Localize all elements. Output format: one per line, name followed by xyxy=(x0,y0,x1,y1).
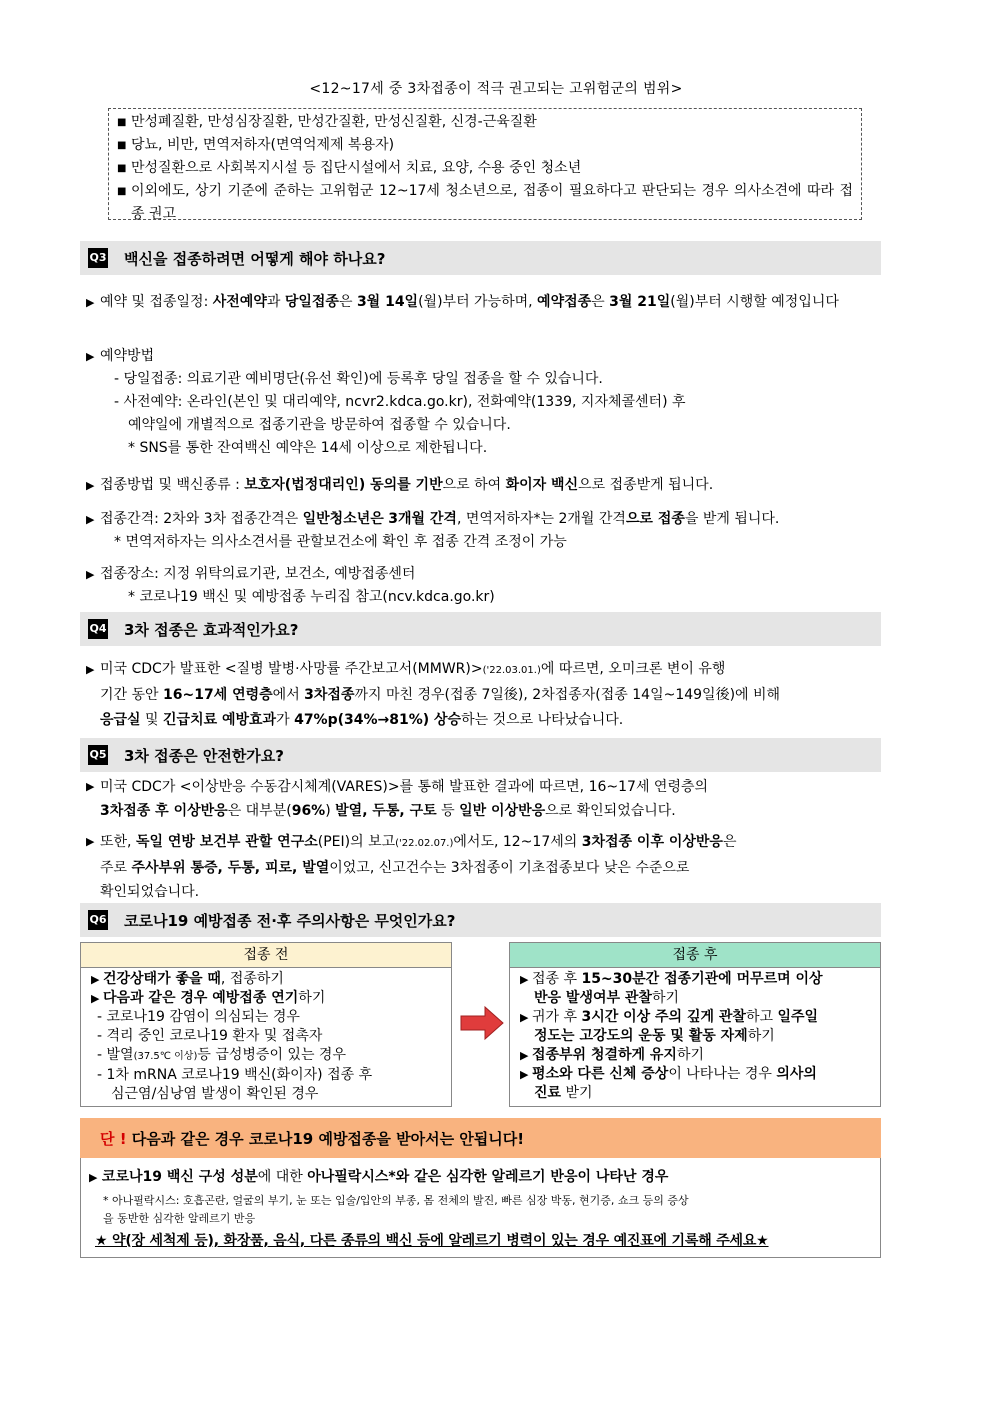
triangle-bullet-icon: ▶ xyxy=(89,1171,98,1184)
risk-item: ■ 당뇨, 비만, 면역저하자(면역억제제 복용자) xyxy=(117,134,853,157)
text: 심근염/심낭염 발생이 확인된 경우 xyxy=(111,1086,319,1102)
text: 또한, xyxy=(100,834,136,850)
right-arrow-icon xyxy=(459,1005,505,1041)
text: 아나필락시스*와 같은 심각한 알레르기 반응이 나타난 경우 xyxy=(307,1169,669,1185)
text: 을 받게 됩니다. xyxy=(684,511,780,527)
text: 으로 접종 xyxy=(625,511,685,527)
text: 당일접종 xyxy=(284,294,339,310)
text: 독일 연방 보건부 관할 연구소 xyxy=(135,834,318,850)
text: 일반청소년은 xyxy=(302,511,384,527)
interval-note: * 면역저하자는 의사소견서를 관할보건소에 확인 후 접종 간격 조정이 가능 xyxy=(114,534,567,550)
text: 3월 14일 xyxy=(356,294,419,310)
text: 등 급성병증이 있는 경우 xyxy=(197,1047,346,1063)
text: 정도는 고강도의 운동 및 활동 자제 xyxy=(534,1028,748,1044)
text: 미국 CDC가 발표한 <질병 발병·사망률 주간보고서(MMWR)> xyxy=(100,661,483,677)
text: (월)부터 가능하며, xyxy=(418,294,538,310)
q6-title: 코로나19 예방접종 전·후 주의사항은 무엇인가요? xyxy=(124,912,456,930)
triangle-bullet-icon: ▶ xyxy=(86,350,95,363)
q6-header xyxy=(80,903,881,937)
text: 평소와 다른 신체 증상 xyxy=(531,1066,669,1082)
text: 건강상태가 좋을 때 xyxy=(102,971,221,987)
text: 에 따르면, 오미크론 변이 유행 xyxy=(540,661,726,677)
text: 사전예약 xyxy=(212,294,267,310)
text: 화이자 백신 xyxy=(505,477,579,493)
text: 47%p(34%→81%) 상승 xyxy=(294,712,462,728)
method-line: 예약일에 개별적으로 접종기관을 방문하여 접종할 수 있습니다. xyxy=(128,417,511,433)
method-note: * SNS를 통한 잔여백신 예약은 14세 이상으로 제한됩니다. xyxy=(128,440,488,456)
text: 하고 xyxy=(745,1009,778,1025)
text: 이 나타나는 경우 xyxy=(668,1066,777,1082)
before-vaccination-box xyxy=(80,942,452,1107)
method-line: - 당일접종: 의료기관 예비명단(유선 확인)에 등록후 당일 접종을 할 수 있습니다. xyxy=(114,371,603,387)
text: 이었고, 신고건수는 3차접종이 기초접종보다 낮은 수준으로 xyxy=(329,860,690,876)
q6-number: Q6 xyxy=(88,910,108,930)
text: 예약접종 xyxy=(537,294,592,310)
text: , 접종하기 xyxy=(220,971,284,987)
text: 긴급치료 예방효과 xyxy=(163,712,277,728)
q3-interval xyxy=(86,508,876,554)
triangle-bullet-icon: ▶ xyxy=(86,513,95,526)
q4-body xyxy=(86,657,876,733)
text: 접종부위 청결하게 유지 xyxy=(531,1047,677,1063)
risk-group-box xyxy=(108,108,862,220)
q4-number: Q4 xyxy=(88,619,108,639)
triangle-bullet-icon: ▶ xyxy=(91,992,103,1005)
triangle-bullet-icon: ▶ xyxy=(86,296,95,309)
text: 까지 마친 경우(접종 7일後), 2차접종자(접종 14일~149일後)에 비해 xyxy=(354,687,781,703)
text: 접종방법 및 백신종류 : xyxy=(100,477,245,493)
text: 하기 xyxy=(676,1047,705,1063)
method-line: - 사전예약: 온라인(본인 및 대리예약, ncvr2.kdca.go.kr), 전화예약(1339, 지자체콜센터) 후 xyxy=(114,394,686,410)
text: 다음과 같은 경우 xyxy=(102,990,213,1006)
text: 및 xyxy=(140,712,164,728)
q3-schedule xyxy=(86,291,876,314)
q5-title: 3차 접종은 안전한가요? xyxy=(124,747,284,765)
triangle-bullet-icon: ▶ xyxy=(520,1068,532,1081)
anaphylaxis-note: * 아나필락시스: 호흡곤란, 얼굴의 부기, 눈 또는 입술/입안의 부종, 몸 전체의 발진, 빠른 심장 박동, 현기증, 쇼크 등의 증상 xyxy=(103,1194,689,1207)
text: 접종장소: 지정 위탁의료기관, 보건소, 예방접종센터 xyxy=(100,566,416,582)
text: 응급실 xyxy=(100,712,141,728)
place-note: * 코로나19 백신 및 예방접종 누리집 참고(ncv.kdca.go.kr) xyxy=(128,589,495,605)
text: 하는 것으로 나타났습니다. xyxy=(461,712,624,728)
text: 가 xyxy=(276,712,295,728)
text: 과 xyxy=(266,294,285,310)
text: 일반 이상반응 xyxy=(459,803,546,819)
text: 에서도, 12~17세의 xyxy=(453,834,582,850)
triangle-bullet-icon: ▶ xyxy=(86,835,95,848)
warning-box xyxy=(80,1158,881,1258)
q5-body-2 xyxy=(86,830,876,904)
q3-title: 백신을 접종하려면 어떻게 해야 하나요? xyxy=(124,250,386,268)
text: 주사부위 통증, 두통, 피로, 발열 xyxy=(131,860,330,876)
text: , 면역저하자*는 2개월 간격 xyxy=(456,511,626,527)
allergy-footer: ★ 약(장 세척제 등), 화장품, 음식, 다른 종류의 백신 등에 알레르기 병력이 있는 경우 예진표에 기록해 주세요★ xyxy=(95,1233,769,1249)
text: - 격리 중인 코로나19 환자 및 접촉자 xyxy=(97,1028,323,1044)
triangle-bullet-icon: ▶ xyxy=(520,1049,532,1062)
text: - 1차 mRNA 코로나19 백신(화이자) 접종 후 xyxy=(97,1067,373,1083)
text: - 코로나19 감염이 의심되는 경우 xyxy=(97,1009,300,1025)
text: 3차접종 xyxy=(304,687,355,703)
text: 받기 xyxy=(561,1085,593,1101)
text: 으로 확인되었습니다. xyxy=(545,803,676,819)
text: 은 xyxy=(722,834,737,850)
text: 접종간격: 2차와 3차 접종간격은 xyxy=(100,511,303,527)
text: (PEI)의 보고 xyxy=(317,834,396,850)
warning-title: 다음과 같은 경우 코로나19 예방접종을 받아서는 안됩니다! xyxy=(126,1130,525,1148)
text: 으로 하여 xyxy=(442,477,506,493)
text: 의사의 xyxy=(776,1066,817,1082)
text: 3차접종 이후 이상반응 xyxy=(581,834,723,850)
text: 3월 21일 xyxy=(609,294,671,310)
text: 15~30분간 접종기관에 머무르며 이상 xyxy=(581,971,823,987)
text: 하기 xyxy=(651,990,680,1006)
q4-title: 3차 접종은 효과적인가요? xyxy=(124,621,299,639)
text: ('22.03.01.) xyxy=(482,665,541,676)
triangle-bullet-icon: ▶ xyxy=(91,973,103,986)
text: 16~17세 연령층 xyxy=(163,687,273,703)
triangle-bullet-icon: ▶ xyxy=(86,780,95,793)
warning-header xyxy=(80,1118,881,1158)
q3-method xyxy=(86,345,876,460)
text: 귀가 후 xyxy=(531,1009,582,1025)
risk-item: ■ 만성폐질환, 만성심장질환, 만성간질환, 만성신질환, 신경-근육질환 xyxy=(117,111,853,134)
text: ) xyxy=(325,803,336,819)
warning-mark: 단 ! xyxy=(100,1130,127,1148)
text: 으로 접종받게 됩니다. xyxy=(578,477,714,493)
text: 은 대부분( xyxy=(227,803,292,819)
q3-header xyxy=(80,241,881,275)
after-header: 접종 후 xyxy=(510,943,880,968)
text: 예방접종 연기 xyxy=(212,990,299,1006)
text: - 발열 xyxy=(97,1047,134,1063)
text: 에 대한 xyxy=(257,1169,308,1185)
text: 일주일 xyxy=(777,1009,819,1025)
q5-header xyxy=(80,738,881,772)
text: 하기 xyxy=(298,990,326,1006)
risk-item: ■ 만성질환으로 사회복지시설 등 집단시설에서 치료, 요양, 수용 중인 청소년 xyxy=(117,157,853,180)
q3-vaccine xyxy=(86,474,876,497)
text: 기간 동안 xyxy=(100,687,163,703)
triangle-bullet-icon: ▶ xyxy=(520,973,532,986)
q4-header xyxy=(80,612,881,646)
text: 진료 xyxy=(534,1085,562,1101)
before-header: 접종 전 xyxy=(81,943,451,968)
q5-body-1 xyxy=(86,775,876,823)
triangle-bullet-icon: ▶ xyxy=(86,663,95,676)
text: 등 xyxy=(436,803,460,819)
text: 발열, 두통, 구토 xyxy=(335,803,437,819)
text: (월)부터 시행할 예정입니다 xyxy=(670,294,839,310)
text: 하기 xyxy=(747,1028,775,1044)
text: 예약 및 접종일정: xyxy=(100,294,213,310)
anaphylaxis-note: 을 동반한 심각한 알레르기 반응 xyxy=(103,1212,256,1225)
text: (37.5℃ 이상) xyxy=(133,1051,198,1062)
text: 보호자(법정대리인) 동의를 기반 xyxy=(244,477,443,493)
q5-number: Q5 xyxy=(88,745,108,765)
text: 3시간 이상 주의 깊게 관찰 xyxy=(581,1009,746,1025)
triangle-bullet-icon: ▶ xyxy=(520,1011,532,1024)
text: 은 xyxy=(591,294,610,310)
method-title: 예약방법 xyxy=(100,348,155,364)
text: 3차접종 후 이상반응 xyxy=(100,803,228,819)
text: 코로나19 백신 구성 성분 xyxy=(101,1169,258,1185)
q3-number: Q3 xyxy=(88,248,108,268)
text: 미국 CDC가 <이상반응 수동감시체계(VARES)>를 통해 발표한 결과에 따르면, 16~17세 연령층의 xyxy=(100,779,709,795)
text: 3개월 간격 xyxy=(388,511,457,527)
triangle-bullet-icon: ▶ xyxy=(86,568,95,581)
text: 주로 xyxy=(100,860,132,876)
text: 반응 발생여부 관찰 xyxy=(534,990,652,1006)
risk-item: ■ 이외에도, 상기 기준에 준하는 고위험군 12~17세 청소년으로, 접종이 필요하다고 판단되는 경우 의사소견에 따라 접종 권고 xyxy=(117,180,853,226)
text: 에서 xyxy=(272,687,305,703)
text: 96% xyxy=(291,803,326,819)
text: 접종 후 xyxy=(531,971,582,987)
text: 확인되었습니다. xyxy=(100,884,200,900)
risk-group-caption: <12~17세 중 3차접종이 적극 권고되는 고위험군의 범위> xyxy=(309,81,683,97)
text: ('22.02.07.) xyxy=(395,838,454,849)
after-vaccination-box xyxy=(509,942,881,1107)
triangle-bullet-icon: ▶ xyxy=(86,479,95,492)
text: 은 xyxy=(338,294,357,310)
q3-place xyxy=(86,563,876,609)
